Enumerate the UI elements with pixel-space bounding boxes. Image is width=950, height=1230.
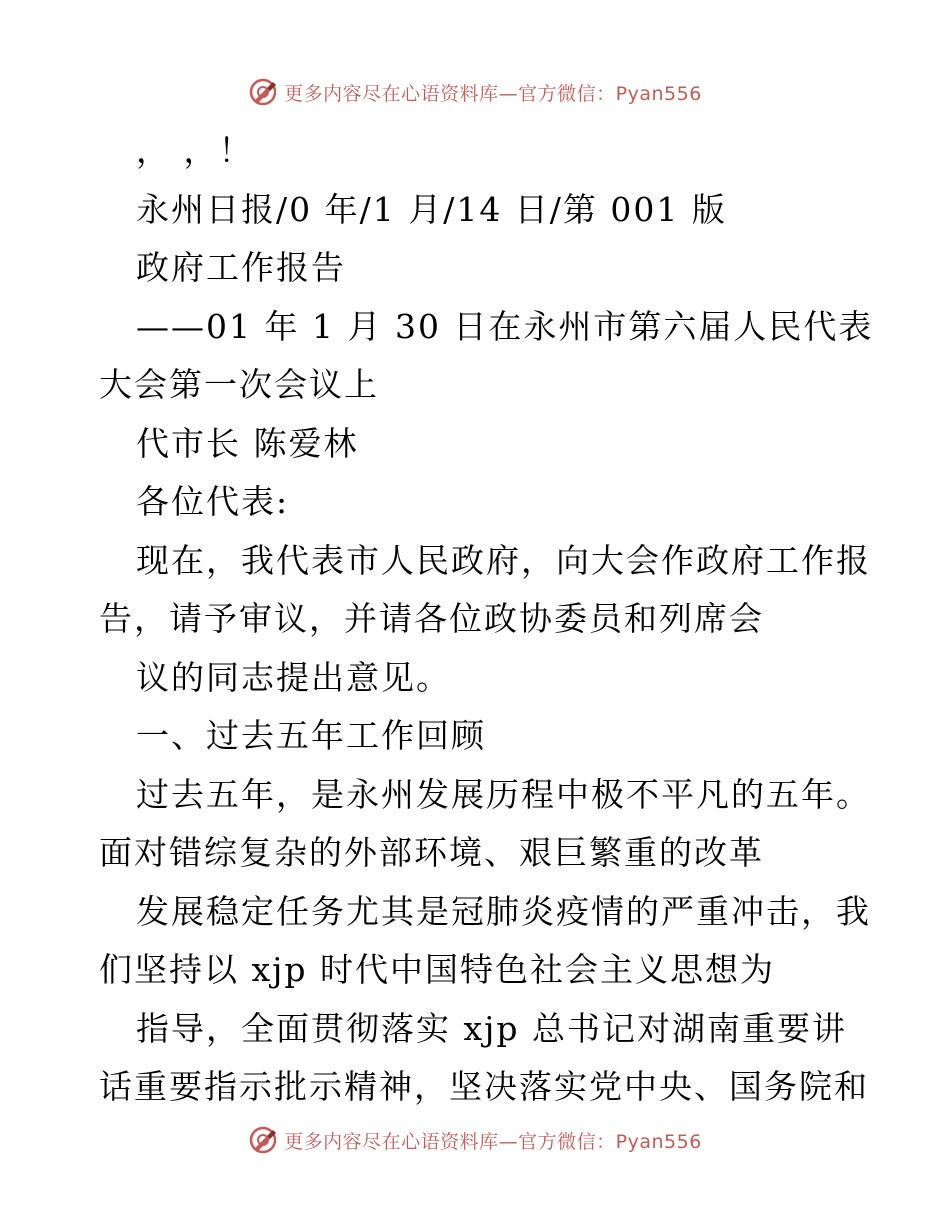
text-line: 一、过去五年工作回顾 xyxy=(136,716,486,755)
text-line: 代市长 陈爱林 xyxy=(136,423,359,463)
text-line: 发展稳定任务尤其是冠肺炎疫情的严重冲击，我 xyxy=(136,891,871,931)
text-line: 过去五年，是永州发展历程中极不平凡的五年。 xyxy=(136,774,871,814)
text-line: 现在，我代表市人民政府，向大会作政府工作报 xyxy=(136,540,871,580)
text-line: 面对错综复杂的外部环境、艰巨繁重的改革 xyxy=(99,833,764,872)
text-line: 议的同志提出意见。 xyxy=(136,657,451,697)
text-line: 政府工作报告 xyxy=(136,248,346,287)
text-line: 们坚持以 xjp 时代中国特色社会主义思想为 xyxy=(99,950,775,989)
pen-logo-icon xyxy=(248,77,278,107)
pen-logo-icon xyxy=(248,1125,278,1155)
text-line: ， ，！ xyxy=(136,131,254,170)
text-line: 告，请予审议，并请各位政协委员和列席会 xyxy=(99,599,764,638)
text-line: 各位代表: xyxy=(136,482,290,521)
document-body xyxy=(99,122,874,1117)
header-banner-text: 更多内容尽在心语资料库—官方微信：Pyan556 xyxy=(284,82,702,105)
footer-banner-text: 更多内容尽在心语资料库—官方微信：Pyan556 xyxy=(284,1130,702,1153)
text-line: ——01 年 1 月 30 日在永州市第六届人民代表 xyxy=(136,306,874,346)
text-line: 永州日报/0 年/1 月/14 日/第 001 版 xyxy=(136,189,727,229)
footer-banner xyxy=(0,1120,950,1160)
text-line: 指导，全面贯彻落实 xjp 总书记对湖南重要讲 xyxy=(136,1008,847,1048)
text-line: 大会第一次会议上 xyxy=(99,365,379,404)
text-line: 话重要指示批示精神，坚决落实党中央、国务院和 xyxy=(99,1067,869,1106)
header-banner xyxy=(0,72,950,112)
